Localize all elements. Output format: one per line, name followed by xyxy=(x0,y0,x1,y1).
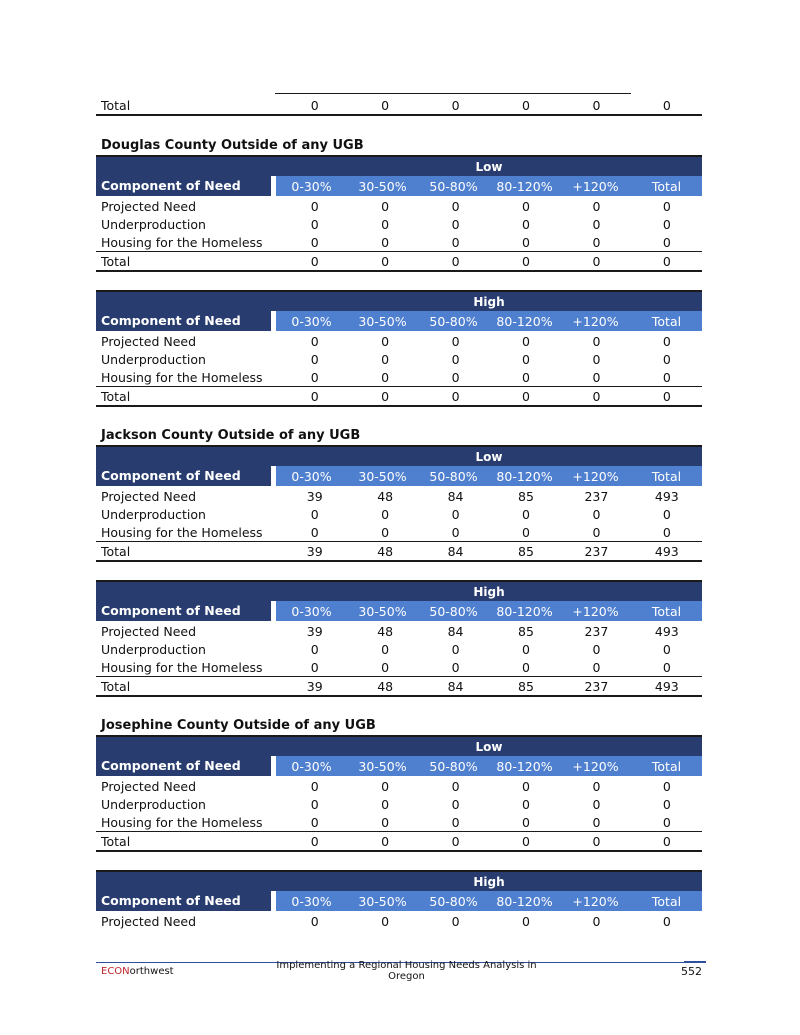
cell: 0 xyxy=(522,388,530,404)
cell: 0 xyxy=(592,369,601,385)
cell: 0 xyxy=(592,388,601,404)
cell: 237 xyxy=(584,543,609,559)
column-header: 30-50% xyxy=(358,468,407,484)
cell: 0 xyxy=(381,814,390,830)
table-row xyxy=(96,622,702,640)
header-component: Component of Need xyxy=(96,601,271,621)
group-band xyxy=(96,157,702,176)
row-label: Total xyxy=(101,253,131,269)
row-label: Projected Need xyxy=(101,778,197,794)
cell: 0 xyxy=(451,833,460,849)
cell: 0 xyxy=(592,253,601,269)
cell: 0 xyxy=(310,388,319,404)
cell: 0 xyxy=(662,833,671,849)
group-label: High xyxy=(473,294,505,309)
cell: 0 xyxy=(451,506,460,522)
table-row xyxy=(96,640,702,658)
row-label: Total xyxy=(101,833,131,849)
column-header: 80-120% xyxy=(496,758,553,774)
cell: 0 xyxy=(522,198,530,214)
needs-table xyxy=(96,290,702,407)
column-header-row xyxy=(96,756,702,776)
cell: 0 xyxy=(310,814,319,830)
group-label: High xyxy=(473,874,505,889)
footer-title: Implementing a Regional Housing Needs Analysis in Oregon xyxy=(276,960,537,982)
cell: 0 xyxy=(662,524,671,540)
cell: 0 xyxy=(592,796,601,812)
needs-table xyxy=(96,155,702,272)
row-label: Total xyxy=(101,97,131,113)
cell: 0 xyxy=(451,234,460,250)
section-title: Douglas County Outside of any UGB xyxy=(101,138,364,153)
header-columns xyxy=(276,311,702,331)
cell: 0 xyxy=(662,814,671,830)
column-header: 30-50% xyxy=(358,178,407,194)
total-row xyxy=(96,251,702,272)
cell: 0 xyxy=(592,913,601,929)
cell: 0 xyxy=(381,913,390,929)
column-header: 50-80% xyxy=(429,603,478,619)
column-header: +120% xyxy=(572,758,619,774)
column-header: 0-30% xyxy=(291,313,332,329)
cell: 0 xyxy=(381,216,390,232)
cell: 39 xyxy=(306,623,323,639)
header-columns xyxy=(276,756,702,776)
cell: 0 xyxy=(592,641,601,657)
cell: 48 xyxy=(377,678,394,694)
row-label: Projected Need xyxy=(101,913,197,929)
cell: 0 xyxy=(662,216,671,232)
column-header: 30-50% xyxy=(358,313,407,329)
section-title: Jackson County Outside of any UGB xyxy=(101,428,361,443)
cell: 0 xyxy=(310,524,319,540)
cell: 39 xyxy=(306,678,323,694)
cell: 0 xyxy=(381,796,390,812)
cell: 0 xyxy=(451,369,460,385)
group-label: Low xyxy=(475,739,503,754)
cell: 0 xyxy=(592,333,601,349)
header-columns xyxy=(276,601,702,621)
table-row xyxy=(96,233,702,251)
cell: 0 xyxy=(310,198,319,214)
cell: 0 xyxy=(381,198,390,214)
cell: 0 xyxy=(662,659,671,675)
cell: 0 xyxy=(522,234,530,250)
cell: 0 xyxy=(310,97,319,113)
cell: 0 xyxy=(522,778,530,794)
cell: 0 xyxy=(522,641,530,657)
cell: 48 xyxy=(377,623,394,639)
header-component: Component of Need xyxy=(96,176,271,196)
needs-table xyxy=(96,445,702,562)
table-row xyxy=(96,795,702,813)
cell: 85 xyxy=(518,678,534,694)
prev-table-total-row xyxy=(96,96,702,116)
row-label: Underproduction xyxy=(101,506,206,522)
group-label: Low xyxy=(475,159,503,174)
cell: 493 xyxy=(654,543,679,559)
cell: 0 xyxy=(522,506,530,522)
cell: 48 xyxy=(377,543,394,559)
cell: 0 xyxy=(522,659,530,675)
cell: 0 xyxy=(310,253,319,269)
cell: 0 xyxy=(662,351,671,367)
cell: 0 xyxy=(662,234,671,250)
row-label: Underproduction xyxy=(101,351,206,367)
cell: 0 xyxy=(381,351,390,367)
cell: 0 xyxy=(310,913,319,929)
cell: 0 xyxy=(592,778,601,794)
footer-accent-bar xyxy=(684,961,706,963)
cell: 85 xyxy=(518,488,534,504)
brand-rest: orthwest xyxy=(129,965,174,977)
table-row xyxy=(96,350,702,368)
row-label: Projected Need xyxy=(101,623,197,639)
column-header: 80-120% xyxy=(496,603,553,619)
cell: 493 xyxy=(654,678,679,694)
column-header: Total xyxy=(651,603,682,619)
cell: 0 xyxy=(522,351,530,367)
column-header: +120% xyxy=(572,603,619,619)
row-label: Housing for the Homeless xyxy=(101,234,263,250)
cell: 237 xyxy=(584,623,609,639)
county-section xyxy=(96,427,702,697)
cell: 0 xyxy=(522,913,530,929)
page-footer xyxy=(96,960,706,982)
column-header: 0-30% xyxy=(291,468,332,484)
cell: 0 xyxy=(381,641,390,657)
page-number: 552 xyxy=(681,964,702,978)
cell: 0 xyxy=(522,216,530,232)
cell: 0 xyxy=(662,778,671,794)
row-label: Total xyxy=(101,543,131,559)
cell: 0 xyxy=(592,524,601,540)
column-header: 30-50% xyxy=(358,893,407,909)
total-row xyxy=(96,386,702,407)
cell: 0 xyxy=(662,97,671,113)
cell: 0 xyxy=(451,796,460,812)
cell: 0 xyxy=(592,97,601,113)
cell: 0 xyxy=(451,778,460,794)
cell: 0 xyxy=(522,796,530,812)
needs-table xyxy=(96,870,702,930)
county-section xyxy=(96,717,702,930)
cell: 0 xyxy=(381,833,390,849)
column-header: Total xyxy=(651,468,682,484)
row-label: Total xyxy=(101,388,131,404)
cell: 0 xyxy=(451,641,460,657)
cell: 0 xyxy=(592,234,601,250)
cell: 0 xyxy=(451,198,460,214)
table-row xyxy=(96,777,702,795)
column-header: 0-30% xyxy=(291,603,332,619)
column-header: 80-120% xyxy=(496,178,553,194)
cell: 493 xyxy=(654,623,679,639)
table-top-rule xyxy=(275,93,631,94)
cell: 0 xyxy=(451,333,460,349)
cell: 84 xyxy=(447,488,464,504)
cell: 84 xyxy=(447,678,464,694)
row-label: Housing for the Homeless xyxy=(101,369,263,385)
column-header: +120% xyxy=(572,178,619,194)
cell: 493 xyxy=(654,488,679,504)
cell: 0 xyxy=(662,913,671,929)
table-row xyxy=(96,505,702,523)
cell: 48 xyxy=(377,488,394,504)
group-band xyxy=(96,737,702,756)
cell: 0 xyxy=(381,253,390,269)
cell: 0 xyxy=(451,351,460,367)
cell: 84 xyxy=(447,543,464,559)
total-row xyxy=(96,541,702,562)
column-header: +120% xyxy=(572,313,619,329)
cell: 0 xyxy=(451,216,460,232)
table-row xyxy=(96,368,702,386)
column-header: Total xyxy=(651,313,682,329)
column-header: 0-30% xyxy=(291,758,332,774)
row-label: Underproduction xyxy=(101,641,206,657)
cell: 0 xyxy=(592,506,601,522)
group-band xyxy=(96,447,702,466)
brand-accent: ECON xyxy=(101,965,130,977)
needs-table xyxy=(96,580,702,697)
table-row xyxy=(96,332,702,350)
cell: 0 xyxy=(310,234,319,250)
cell: 39 xyxy=(306,543,323,559)
header-component: Component of Need xyxy=(96,891,271,911)
cell: 0 xyxy=(522,833,530,849)
cell: 0 xyxy=(310,351,319,367)
column-header: 50-80% xyxy=(429,178,478,194)
column-header-row xyxy=(96,466,702,486)
header-columns xyxy=(276,466,702,486)
header-component: Component of Need xyxy=(96,756,271,776)
cell: 0 xyxy=(381,778,390,794)
table-row xyxy=(96,197,702,215)
cell: 0 xyxy=(522,253,530,269)
cell: 0 xyxy=(381,369,390,385)
cell: 0 xyxy=(522,524,530,540)
cell: 0 xyxy=(451,913,460,929)
cell: 237 xyxy=(584,678,609,694)
header-component: Component of Need xyxy=(96,466,271,486)
cell: 0 xyxy=(662,506,671,522)
cell: 0 xyxy=(662,641,671,657)
header-columns xyxy=(276,891,702,911)
footer-brand xyxy=(96,966,261,977)
cell: 84 xyxy=(447,623,464,639)
row-label: Total xyxy=(101,678,131,694)
cell: 0 xyxy=(662,796,671,812)
column-header: 30-50% xyxy=(358,758,407,774)
cell: 0 xyxy=(310,641,319,657)
cell: 0 xyxy=(381,97,390,113)
column-header: 80-120% xyxy=(496,313,553,329)
table-row xyxy=(96,912,702,930)
column-header: 50-80% xyxy=(429,758,478,774)
group-band xyxy=(96,872,702,891)
table-row xyxy=(96,523,702,541)
header-columns xyxy=(276,176,702,196)
cell: 0 xyxy=(522,97,530,113)
header-component: Component of Need xyxy=(96,311,271,331)
table-row xyxy=(96,813,702,831)
group-band xyxy=(96,292,702,311)
cell: 0 xyxy=(592,198,601,214)
row-label: Projected Need xyxy=(101,488,197,504)
cell: 0 xyxy=(381,234,390,250)
cell: 0 xyxy=(662,253,671,269)
row-label: Projected Need xyxy=(101,198,197,214)
cell: 0 xyxy=(592,833,601,849)
row-label: Housing for the Homeless xyxy=(101,659,263,675)
cell: 0 xyxy=(381,524,390,540)
cell: 85 xyxy=(518,623,534,639)
county-section xyxy=(96,137,702,407)
cell: 0 xyxy=(592,659,601,675)
cell: 0 xyxy=(662,369,671,385)
cell: 0 xyxy=(381,506,390,522)
cell: 0 xyxy=(662,198,671,214)
cell: 0 xyxy=(310,833,319,849)
cell: 0 xyxy=(662,388,671,404)
cell: 0 xyxy=(592,216,601,232)
column-header-row xyxy=(96,601,702,621)
cell: 0 xyxy=(522,814,530,830)
cell: 0 xyxy=(310,333,319,349)
column-header-row xyxy=(96,311,702,331)
cell: 0 xyxy=(381,659,390,675)
column-header-row xyxy=(96,176,702,196)
cell: 0 xyxy=(381,388,390,404)
cell: 0 xyxy=(662,333,671,349)
group-label: High xyxy=(473,584,505,599)
cell: 0 xyxy=(451,524,460,540)
cell: 0 xyxy=(310,216,319,232)
sections-container xyxy=(96,137,702,930)
cell: 0 xyxy=(310,369,319,385)
cell: 0 xyxy=(451,97,460,113)
column-header: 50-80% xyxy=(429,313,478,329)
cell: 0 xyxy=(381,333,390,349)
column-header: 0-30% xyxy=(291,893,332,909)
column-header: Total xyxy=(651,178,682,194)
cell: 0 xyxy=(310,778,319,794)
column-header: 30-50% xyxy=(358,603,407,619)
group-band xyxy=(96,582,702,601)
cell: 0 xyxy=(592,351,601,367)
column-header: 80-120% xyxy=(496,893,553,909)
row-label: Housing for the Homeless xyxy=(101,814,263,830)
cell: 0 xyxy=(310,659,319,675)
total-row xyxy=(96,676,702,697)
table-row xyxy=(96,658,702,676)
cell: 85 xyxy=(518,543,534,559)
cell: 39 xyxy=(306,488,323,504)
column-header: +120% xyxy=(572,468,619,484)
cell: 0 xyxy=(522,333,530,349)
cell: 0 xyxy=(310,506,319,522)
column-header-row xyxy=(96,891,702,911)
row-label: Underproduction xyxy=(101,796,206,812)
cell: 0 xyxy=(592,814,601,830)
column-header: Total xyxy=(651,893,682,909)
cell: 0 xyxy=(451,253,460,269)
table-row xyxy=(96,215,702,233)
row-label: Housing for the Homeless xyxy=(101,524,263,540)
column-header: 80-120% xyxy=(496,468,553,484)
needs-table xyxy=(96,735,702,852)
group-label: Low xyxy=(475,449,503,464)
column-header: Total xyxy=(651,758,682,774)
cell: 0 xyxy=(451,814,460,830)
column-header: 50-80% xyxy=(429,468,478,484)
cell: 0 xyxy=(522,369,530,385)
cell: 0 xyxy=(451,659,460,675)
column-header: 50-80% xyxy=(429,893,478,909)
table-row xyxy=(96,487,702,505)
row-label: Underproduction xyxy=(101,216,206,232)
cell: 0 xyxy=(451,388,460,404)
column-header: +120% xyxy=(572,893,619,909)
section-title: Josephine County Outside of any UGB xyxy=(101,718,376,733)
cell: 237 xyxy=(584,488,609,504)
row-label: Projected Need xyxy=(101,333,197,349)
total-row xyxy=(96,831,702,852)
cell: 0 xyxy=(310,796,319,812)
column-header: 0-30% xyxy=(291,178,332,194)
